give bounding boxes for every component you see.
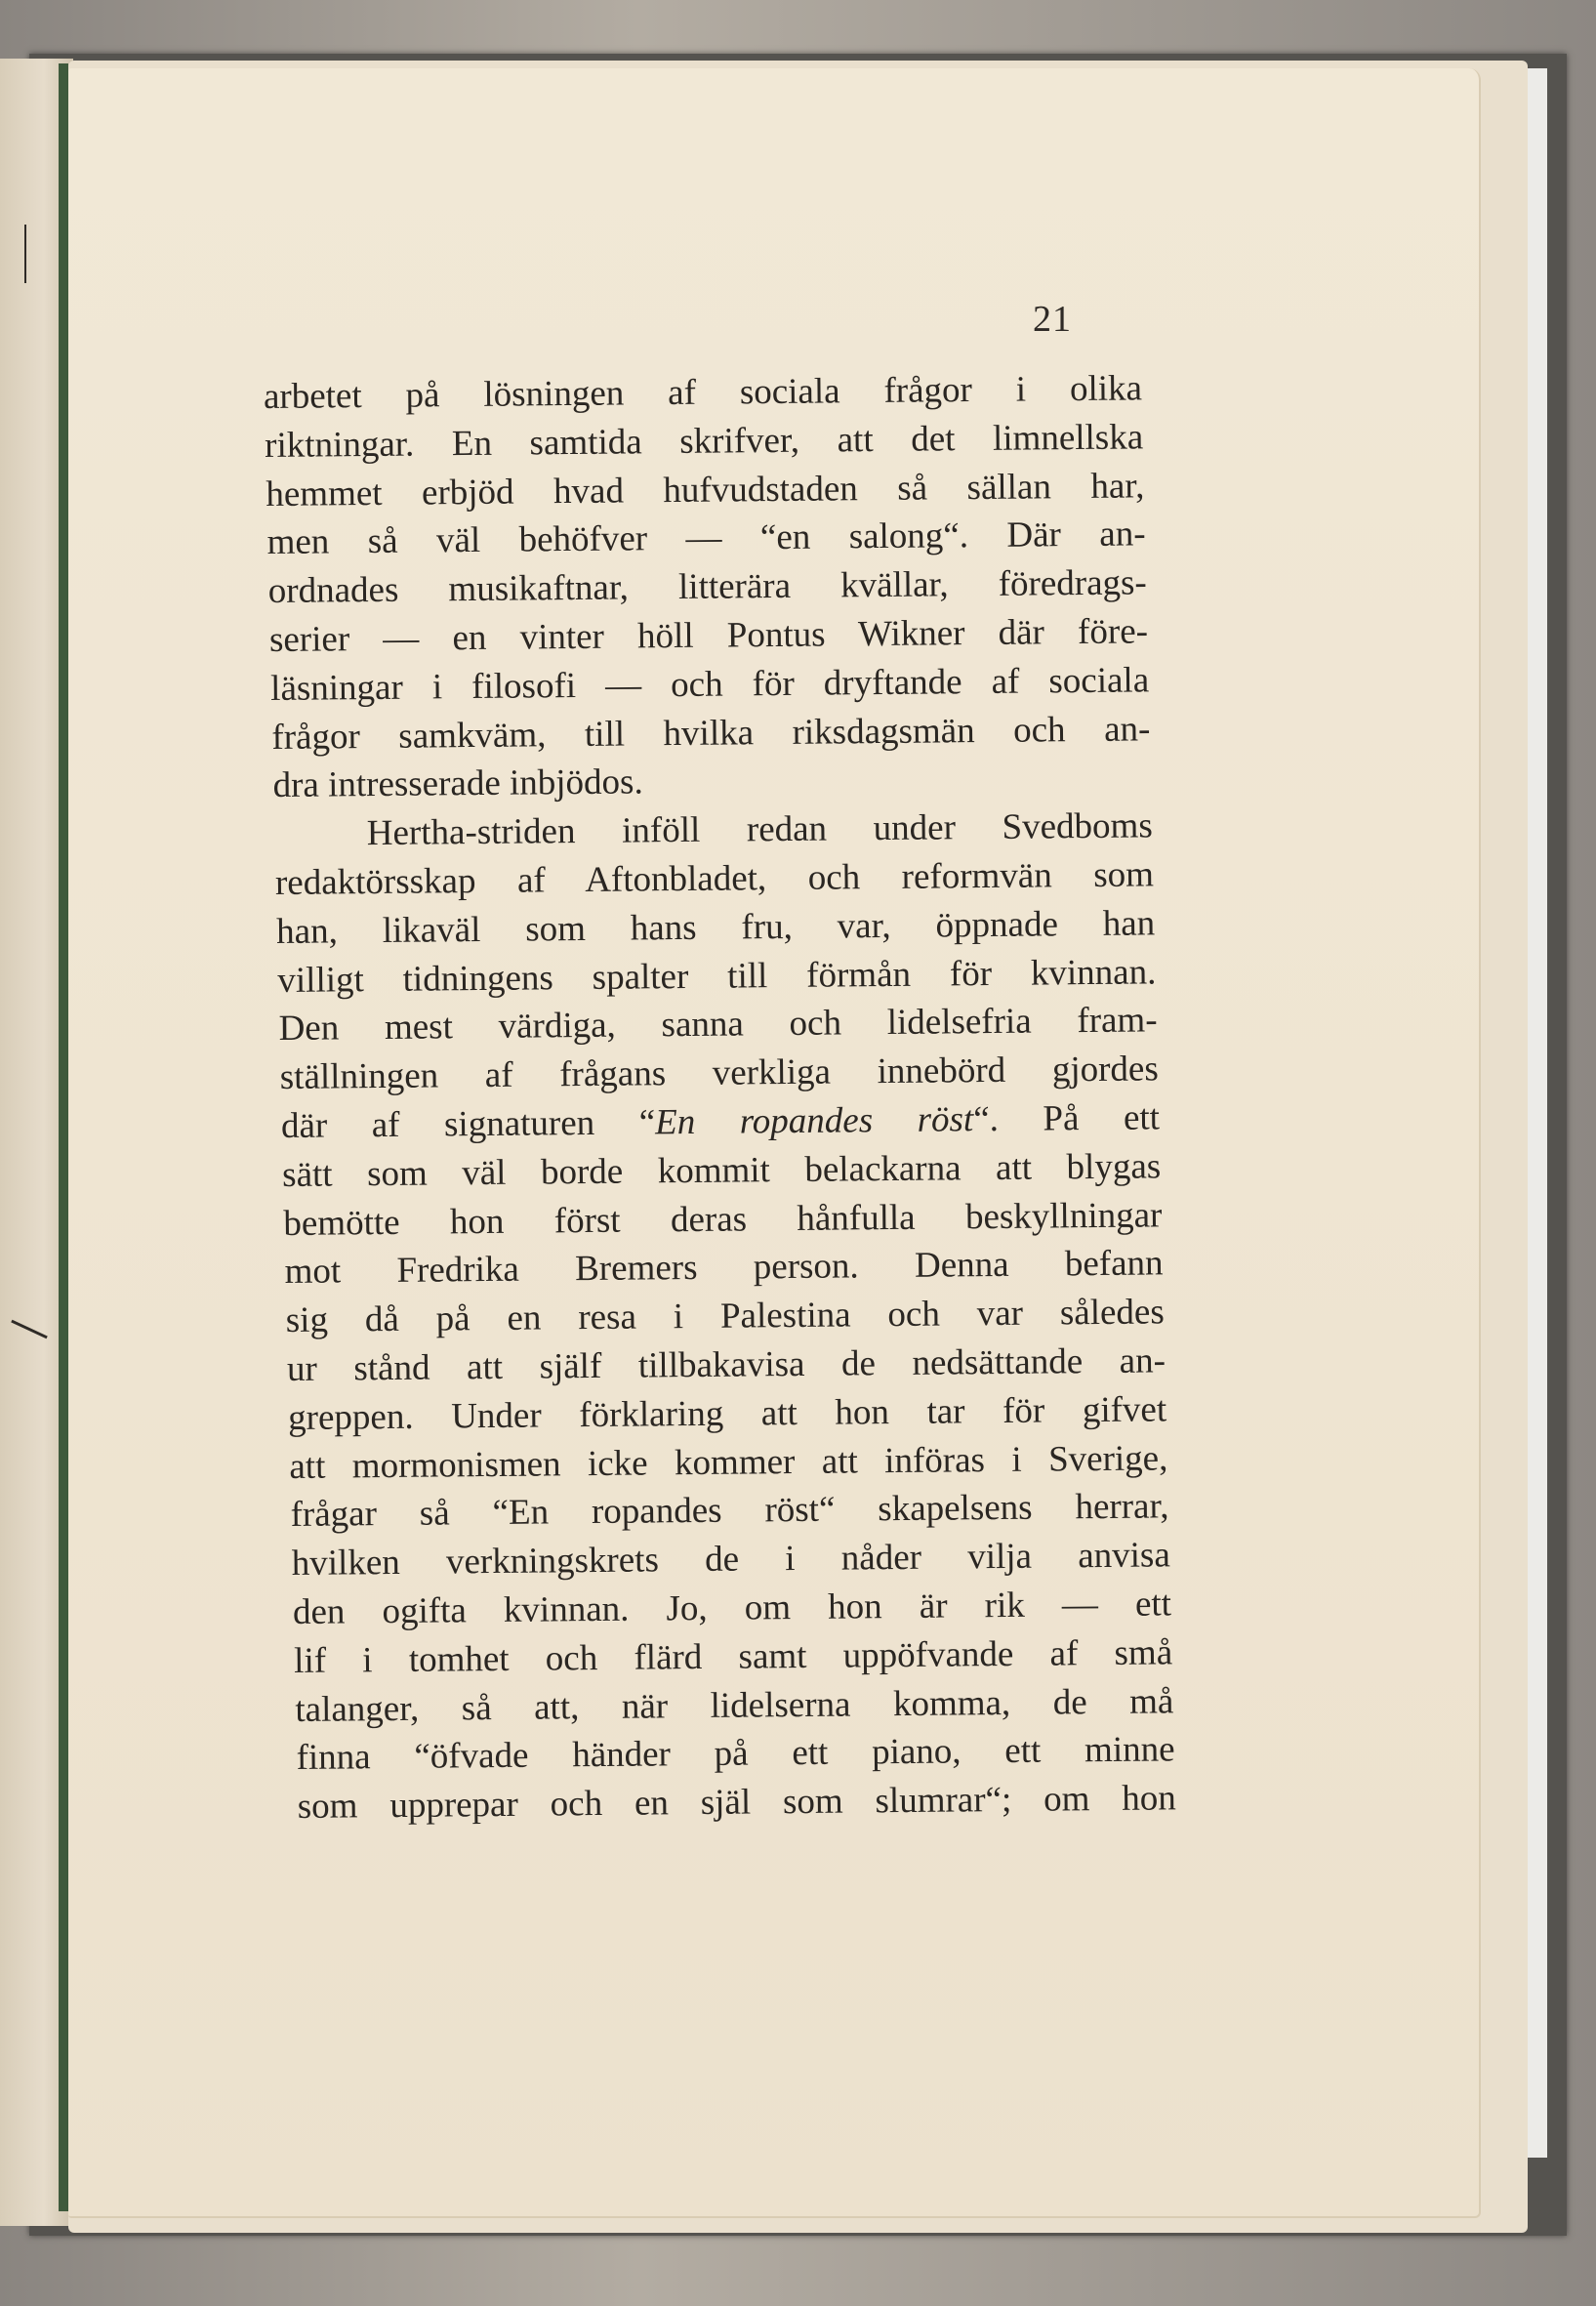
text-segment: där af signaturen “ [280, 1102, 656, 1146]
text-line [292, 1531, 1170, 1587]
text-segment: frågar så “En ropandes röst“ skapelsens herrar, [290, 1486, 1169, 1536]
text-segment: ur stånd att själf tillbakavisa de nedsättande an- [286, 1340, 1166, 1389]
text-line [269, 607, 1148, 664]
text-line [295, 1677, 1173, 1734]
text-line [274, 803, 1153, 859]
text-line [271, 705, 1150, 762]
text-segment: ställningen af frågans verkliga innebörd gjordes [279, 1049, 1159, 1098]
text-line [296, 1726, 1174, 1783]
text-segment: hemmet erbjöd hvad hufvudstaden så sällan har, [266, 465, 1145, 515]
text-line [282, 1142, 1161, 1199]
text-segment: finna “öfvade händer på ett piano, ett minne [296, 1729, 1175, 1779]
text-line [276, 899, 1155, 956]
text-segment: men så väl behöfver — “en salong“. Där an- [266, 514, 1146, 563]
text-line [290, 1483, 1168, 1540]
text-segment: “. På ett [973, 1097, 1161, 1140]
text-segment: Den mest värdiga, sanna och lidelsefria fram- [278, 1000, 1158, 1050]
text-segment: ordnades musikaftnar, litterära kvällar, föredrags- [267, 562, 1147, 612]
text-segment: Hertha-striden inföll redan under Svedboms [366, 805, 1153, 854]
text-line [286, 1289, 1165, 1345]
gutter-mark [24, 225, 26, 283]
text-line [281, 1093, 1160, 1150]
text-segment: hvilken verkningskrets de i nåder vilja anvisa [291, 1535, 1170, 1585]
text-line [272, 754, 1151, 810]
text-segment: redaktörsskap af Aftonbladet, och reformvän som [274, 854, 1155, 903]
text-line [264, 364, 1142, 421]
text-segment: greppen. Under förklaring att hon tar för gifvet [287, 1389, 1167, 1438]
text-segment: som upprepar och en själ som slumrar“; om hon [297, 1778, 1176, 1828]
italic-text: En ropandes röst [654, 1099, 974, 1143]
text-line [266, 462, 1144, 518]
text-line [289, 1434, 1167, 1491]
text-segment: mot Fredrika Bremers person. Denna befann [284, 1243, 1164, 1293]
text-segment: att mormonismen icke kommer att införas i Sverige, [289, 1437, 1168, 1487]
text-segment: dra intresserade inbjödos. [272, 762, 643, 806]
text-line [275, 850, 1154, 907]
text-line [280, 1046, 1159, 1102]
text-line [266, 511, 1145, 567]
page-number: 21 [1033, 299, 1072, 340]
text-segment: den ogifta kvinnan. Jo, om hon är rik — ett [292, 1584, 1172, 1632]
text-segment: riktningar. En samtida skrifver, att det limnellska [264, 417, 1144, 466]
text-segment: talanger, så att, när lidelserna komma, de må [295, 1680, 1174, 1730]
text-line [270, 656, 1149, 713]
text-line [278, 997, 1157, 1053]
text-segment: lif i tomhet och flärd samt uppöfvande af små [293, 1632, 1173, 1681]
text-segment: serier — en vinter höll Pontus Wikner där före- [268, 611, 1149, 660]
text-segment: sätt som väl borde kommit belackarna att blygas [281, 1146, 1162, 1195]
text-segment: bemötte hon först deras hånfulla beskyllningar [283, 1194, 1163, 1244]
text-line [277, 948, 1156, 1005]
text-segment: han, likaväl som hans fru, var, öppnade han [275, 903, 1156, 952]
text-segment: villigt tidningens spalter till förmån för kvinnan. [277, 951, 1157, 1001]
text-line [268, 559, 1147, 616]
text-line [283, 1191, 1162, 1248]
text-line [265, 413, 1143, 470]
text-line [287, 1337, 1166, 1393]
text-segment: frågor samkväm, till hvilka riksdagsmän och an- [271, 708, 1151, 758]
spine-cloth [59, 63, 68, 2211]
text-line [298, 1774, 1176, 1831]
text-line [294, 1628, 1172, 1685]
text-line [293, 1580, 1171, 1636]
text-line [284, 1240, 1163, 1297]
body-text [263, 368, 1176, 1832]
text-segment: arbetet på lösningen af sociala frågor i olika [263, 368, 1143, 417]
text-line [288, 1385, 1166, 1442]
text-segment: läsningar i filosofi — och för dryftande af sociala [269, 660, 1150, 709]
text-segment: sig då på en resa i Palestina och var således [285, 1292, 1165, 1341]
